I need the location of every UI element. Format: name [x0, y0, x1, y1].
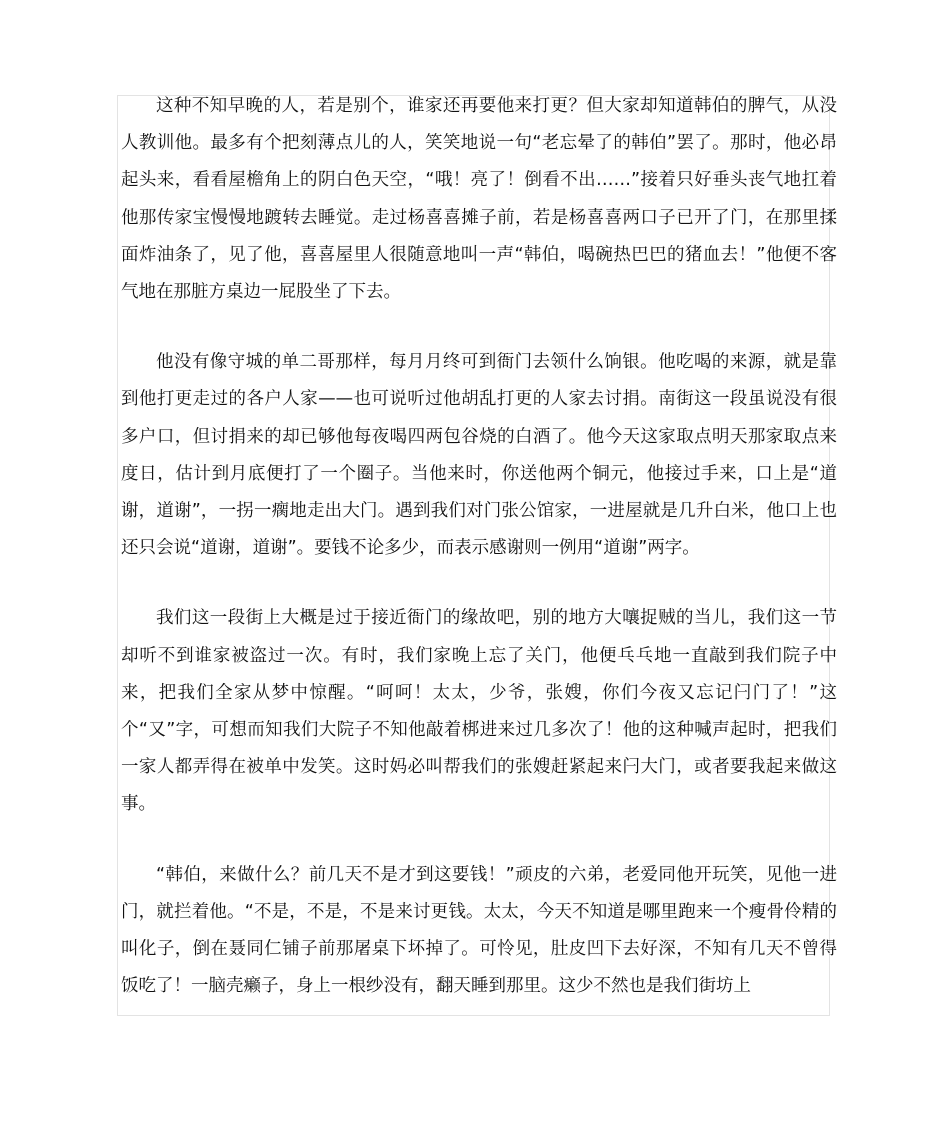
paragraph-gap: [121, 567, 837, 600]
paragraph: 这种不知早晚的人，若是别个，谁家还再要他来打更？但大家却知道韩伯的脾气，从没人教训他。最多有个把刻薄点儿的人，笑笑地说一句“老忘晕了的韩伯”罢了。那时，他必昂起头来，看看屋檐角上的阴白色天空，“哦！亮了！倒看不出……”接着只好垂头丧气地扛着他那传家宝慢慢地踱转去睡觉。走过杨喜喜摊子前，若是杨喜喜两口子已开了门，在那里揉面炸油条了，见了他，喜喜屋里人很随意地叫一声“韩伯，喝碗热巴巴的猪血去！”他便不客气地在那脏方桌边一屁股坐了下去。: [121, 96, 837, 303]
paragraph-gap: [121, 311, 837, 344]
paragraph: “韩伯，来做什么？前几天不是才到这要钱！”顽皮的六弟，老爱同他开玩笑，见他一进门，就拦着他。“不是，不是，不是来讨更钱。太太，今天不知道是哪里跑来一个瘦骨伶精的叫化子，倒在聂同仁铺子前那屠桌下坏掉了。可怜见，肚皮凹下去好深，不知有几天不曾得饭吃了！一脑壳癞子，身上一根纱没有，翻天睡到那里。这少不然也是我们街坊上: [121, 864, 837, 997]
paragraph: 他没有像守城的单二哥那样，每月月终可到衙门去领什么饷银。他吃喝的来源，就是靠到他打更走过的各户人家——也可说听过他胡乱打更的人家去讨捐。南街这一段虽说没有很多户口，但讨捐来的却已够他每夜喝四两包谷烧的白酒了。他今天这家取点明天那家取点来度日，估计到月底便打了一个圈子。当他来时，你送他两个铜元，他接过手来，口上是“道谢，道谢”，一拐一瘸地走出大门。遇到我们对门张公馆家，一进屋就是几升白米，他口上也还只会说“道谢，道谢”。要钱不论多少，而表示感谢则一例用“道谢”两字。: [121, 352, 837, 559]
document-body: [121, 88, 837, 1005]
paragraph: 我们这一段街上大概是过于接近衙门的缘故吧，别的地方大嚷捉贼的当儿，我们这一节却听不到谁家被盗过一次。有时，我们家晚上忘了关门，他便乓乓地一直敲到我们院子中来，把我们全家从梦中惊醒。“呵呵！太太，少爷，张嫂，你们今夜又忘记闩门了！”这个“又”字，可想而知我们大院子不知他敲着梆进来过几多次了！他的这种喊声起时，把我们一家人都弄得在被单中发笑。这时妈必叫帮我们的张嫂赶紧起来闩大门，或者要我起来做这事。: [121, 608, 837, 815]
paragraph-gap: [121, 824, 837, 857]
